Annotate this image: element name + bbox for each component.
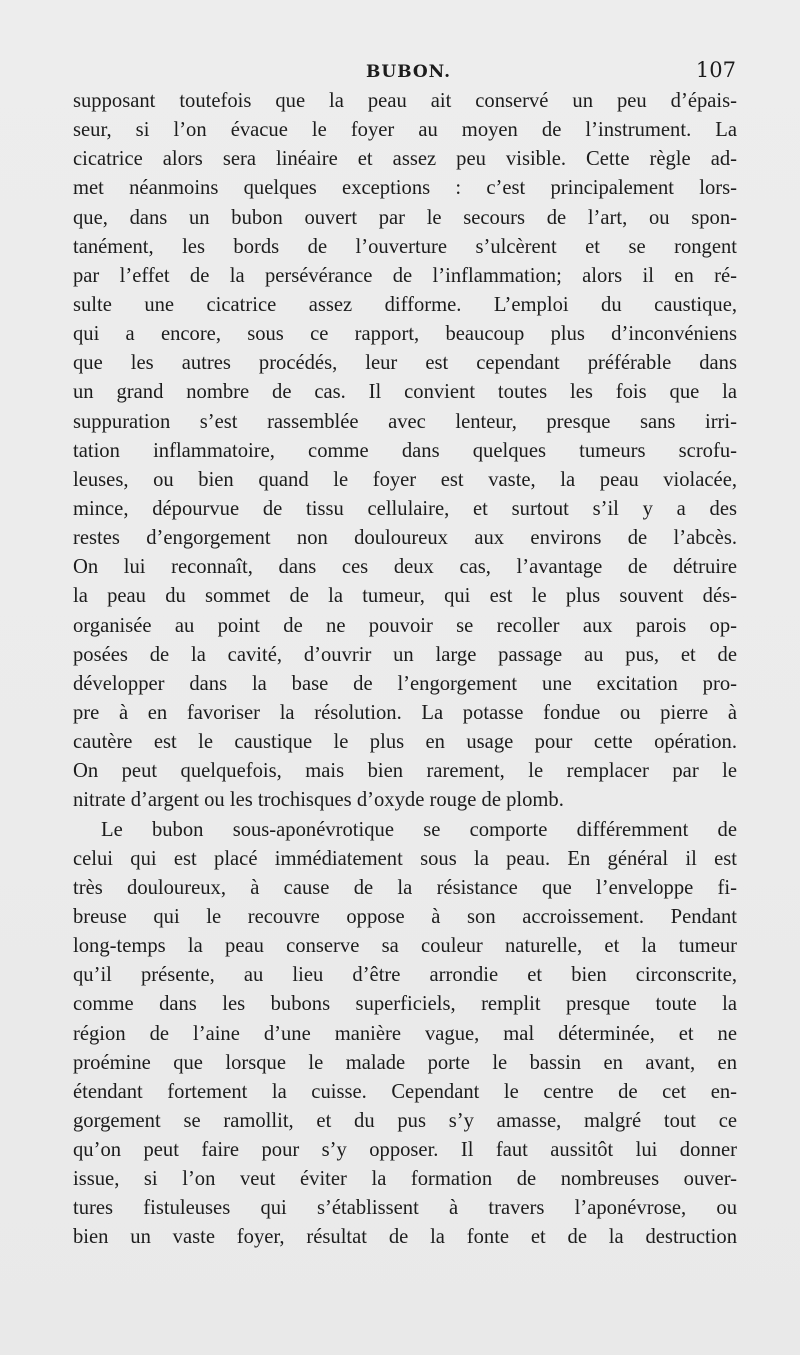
text-line: long-temps la peau conserve sa couleur naturelle, et la tumeur — [73, 935, 737, 958]
paragraph-1 — [73, 87, 737, 816]
text-line: pre à en favoriser la résolution. La potasse fondue ou pierre à — [73, 701, 737, 724]
text-line: la peau du sommet de la tumeur, qui est le plus souvent dés- — [73, 585, 737, 608]
running-head: BUBON. — [366, 62, 452, 82]
text-line: comme dans les bubons superficiels, remplit presque toute la — [73, 993, 737, 1016]
text-line: met néanmoins quelques exceptions : c’est principalement lors- — [73, 177, 737, 200]
text-line: organisée au point de ne pouvoir se recoller aux parois op- — [73, 614, 737, 637]
text-line: qu’il présente, au lieu d’être arrondie et bien circonscrite, — [73, 964, 737, 987]
page-header — [74, 58, 738, 88]
text-line: breuse qui le recouvre oppose à son accroissement. Pendant — [73, 905, 737, 928]
text-line: qui a encore, sous ce rapport, beaucoup plus d’inconvéniens — [73, 323, 737, 346]
text-line: tation inflammatoire, comme dans quelques tumeurs scrofu- — [73, 439, 737, 462]
text-line: On lui reconnaît, dans ces deux cas, l’avantage de détruire — [73, 556, 737, 579]
text-line: région de l’aine d’une manière vague, mal déterminée, et ne — [73, 1022, 737, 1045]
text-line: nitrate d’argent ou les trochisques d’oxyde rouge de plomb. — [73, 789, 564, 812]
text-line: étendant fortement la cuisse. Cependant le centre de cet en- — [73, 1080, 737, 1103]
text-line: sulte une cicatrice assez difforme. L’emploi du caustique, — [73, 293, 737, 316]
text-line: tures fistuleuses qui s’établissent à travers l’aponévrose, ou — [73, 1197, 737, 1220]
text-line: que, dans un bubon ouvert par le secours de l’art, ou spon- — [73, 206, 737, 229]
text-line: gorgement se ramollit, et du pus s’y amasse, malgré tout ce — [73, 1109, 737, 1132]
text-line: très douloureux, à cause de la résistance que l’enveloppe fi- — [73, 876, 737, 899]
text-line: mince, dépourvue de tissu cellulaire, et surtout s’il y a des — [73, 497, 737, 520]
text-line: suppuration s’est rassemblée avec lenteur, presque sans irri- — [73, 410, 737, 433]
text-line: proémine que lorsque le malade porte le bassin en avant, en — [73, 1051, 737, 1074]
text-line: seur, si l’on évacue le foyer au moyen de l’instrument. La — [73, 119, 737, 142]
page-number: 107 — [695, 58, 736, 82]
body-text — [73, 87, 737, 1253]
paragraph-2 — [73, 816, 737, 1253]
text-line: un grand nombre de cas. Il convient toutes les fois que la — [73, 381, 737, 404]
text-line: tanément, les bords de l’ouverture s’ulcèrent et se rongent — [73, 235, 737, 258]
text-line: restes d’engorgement non douloureux aux environs de l’abcès. — [73, 527, 737, 550]
text-line: On peut quelquefois, mais bien rarement, le remplacer par le — [73, 760, 737, 783]
text-line: Le bubon sous-aponévrotique se comporte différemment de — [101, 818, 737, 841]
text-line: posées de la cavité, d’ouvrir un large passage au pus, et de — [73, 643, 737, 666]
text-line: issue, si l’on veut éviter la formation de nombreuses ouver- — [73, 1168, 737, 1191]
text-line: leuses, ou bien quand le foyer est vaste, la peau violacée, — [73, 468, 737, 491]
text-line: cicatrice alors sera linéaire et assez peu visible. Cette règle ad- — [73, 148, 737, 171]
text-line: bien un vaste foyer, résultat de la fonte et de la destruction — [73, 1226, 737, 1249]
text-line: supposant toutefois que la peau ait conservé un peu d’épais- — [73, 90, 737, 112]
text-line: celui qui est placé immédiatement sous la peau. En général il est — [73, 847, 737, 870]
text-line: développer dans la base de l’engorgement une excitation pro- — [73, 672, 737, 695]
text-line: par l’effet de la persévérance de l’inflammation; alors il en ré- — [73, 264, 737, 287]
text-line: qu’on peut faire pour s’y opposer. Il faut aussitôt lui donner — [73, 1139, 737, 1162]
text-line: cautère est le caustique le plus en usage pour cette opération. — [73, 731, 737, 754]
text-line: que les autres procédés, leur est cependant préférable dans — [73, 352, 737, 375]
